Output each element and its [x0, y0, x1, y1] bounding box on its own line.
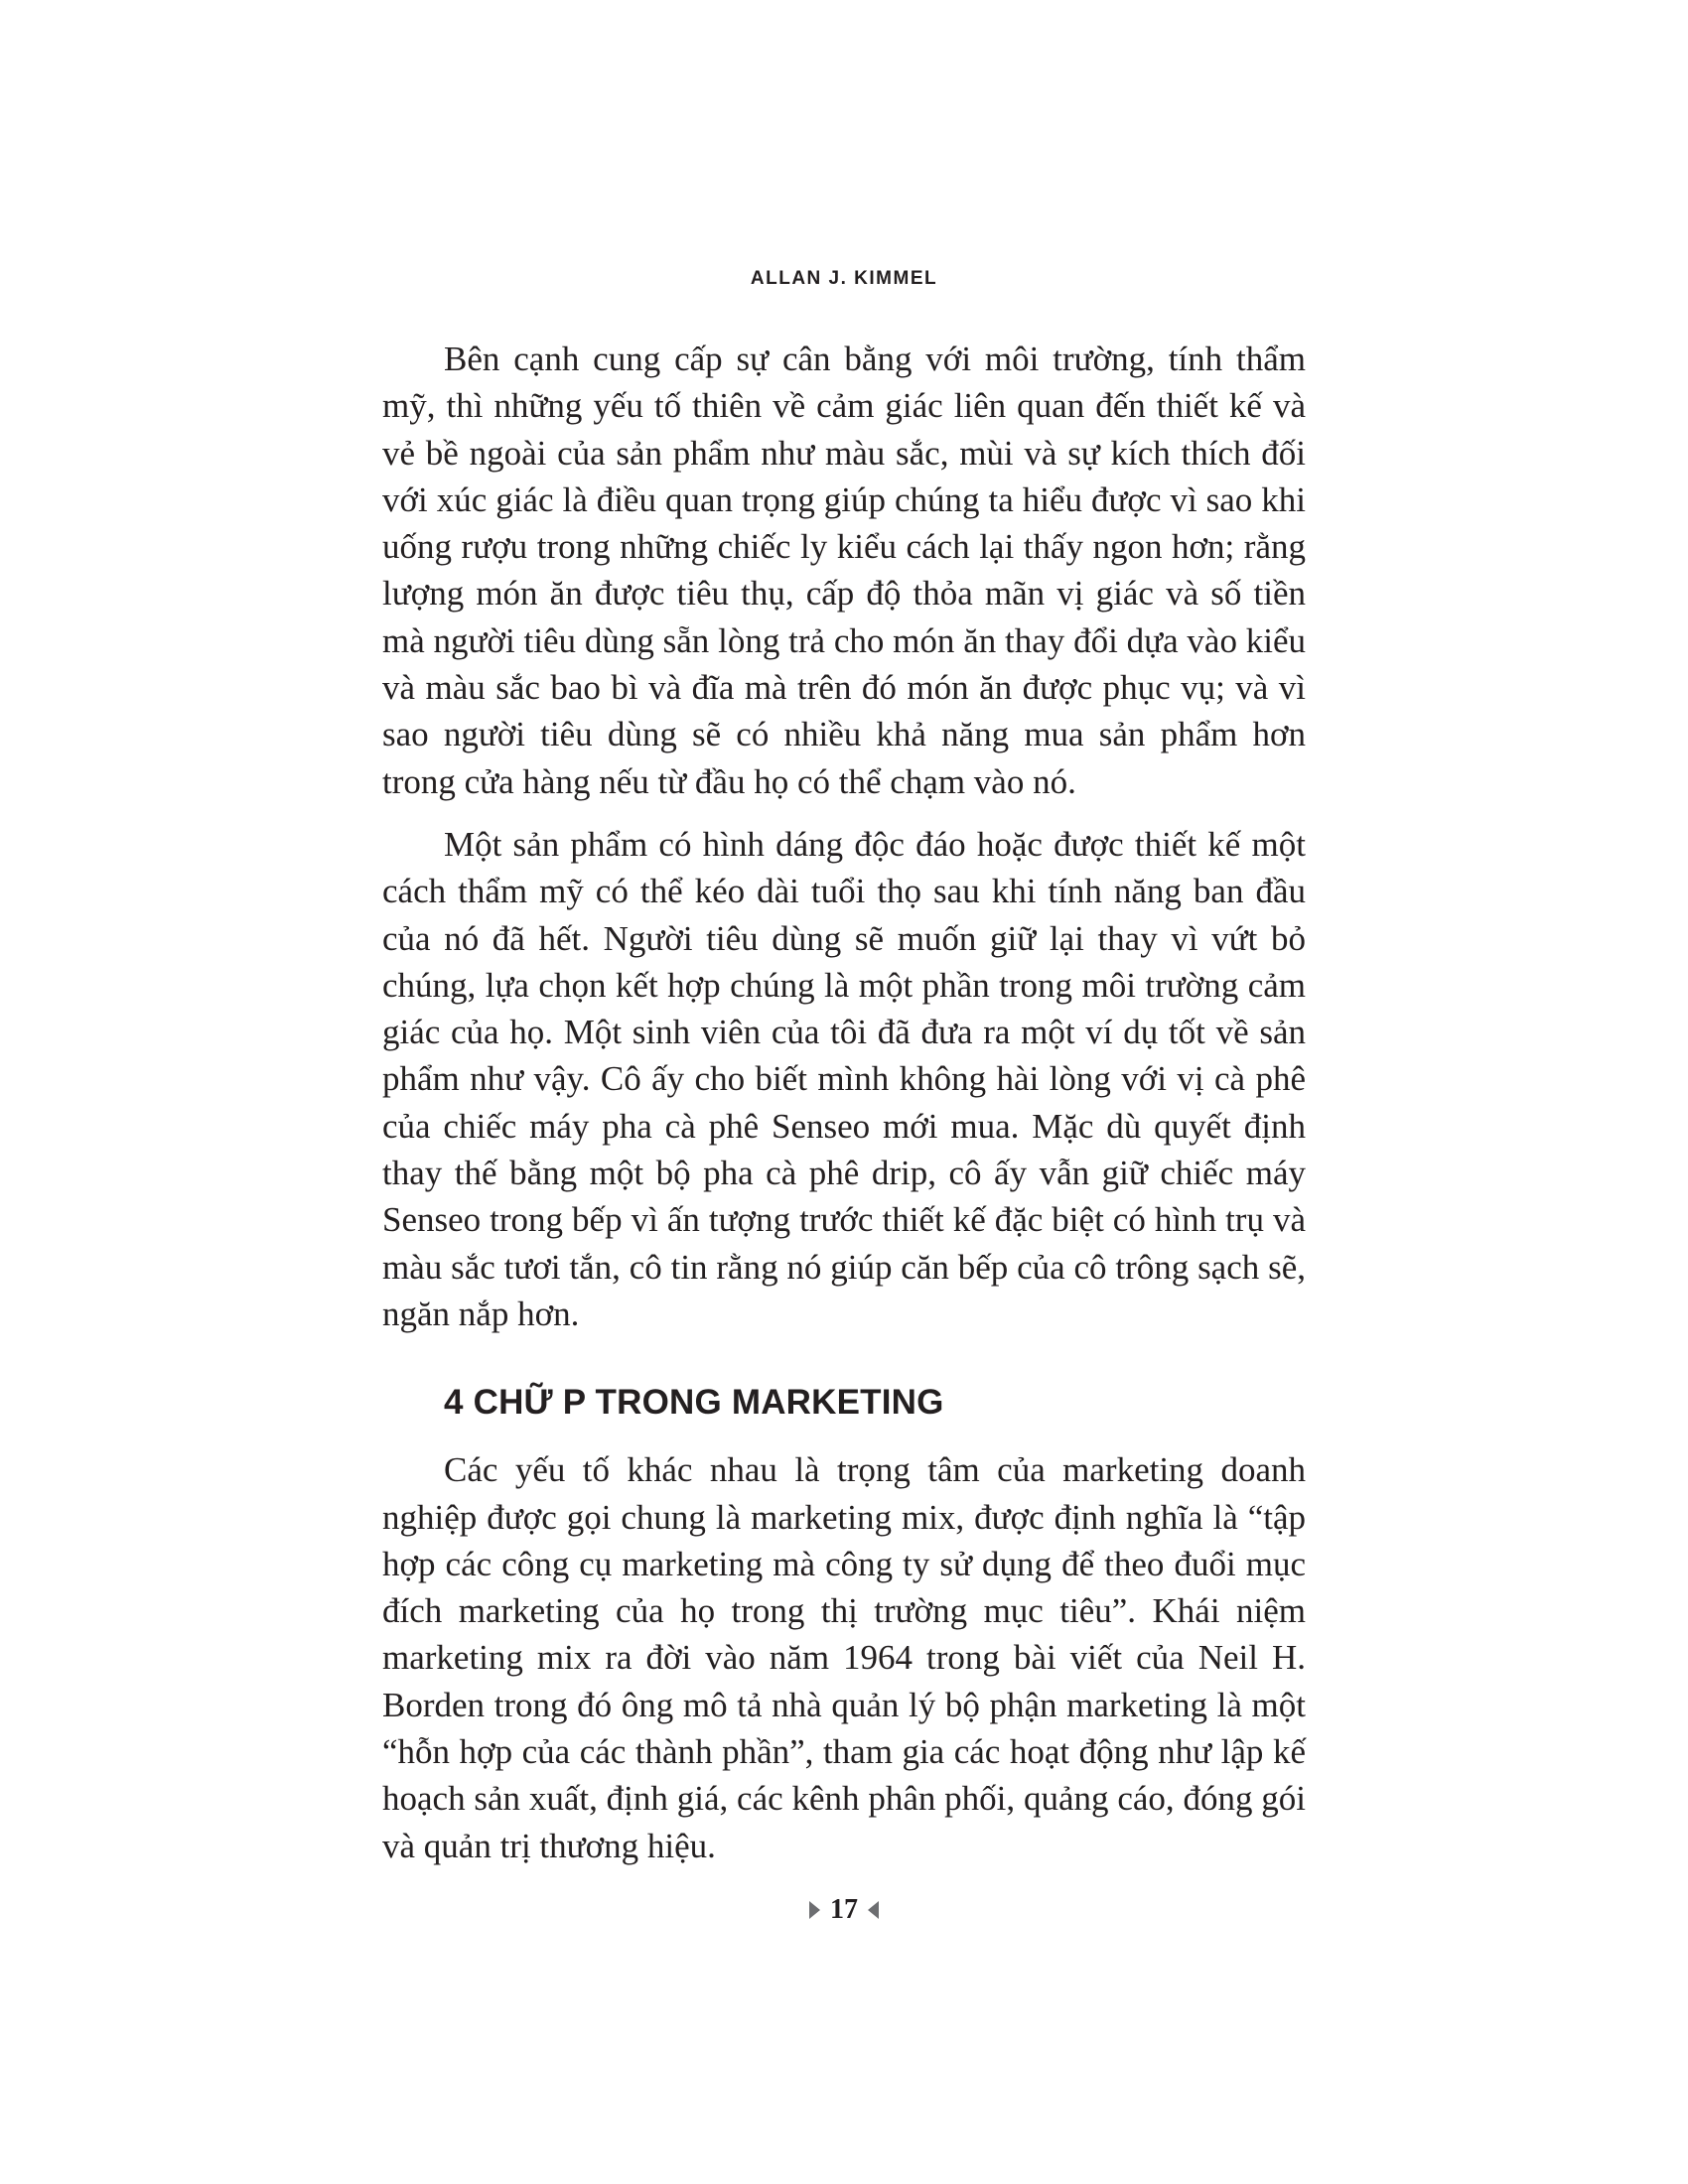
page-folio	[0, 1894, 1688, 1926]
section-paragraph: Các yếu tố khác nhau là trọng tâm của marketing doanh nghiệp được gọi chung là marketing mix, được định nghĩa là “tập hợp các công cụ marketing mà công ty sử dụng để theo đuổi mục đích marketing của họ trong thị trường mục tiêu”. Khái niệm marketing mix ra đời vào năm 1964 trong bài viết của Neil H. Borden trong đó ông mô tả nhà quản lý bộ phận marketing là một “hỗn hợp của các thành phần”, tham gia các hoạt động như lập kế hoạch sản xuất, định giá, các kênh phân phối, quảng cáo, đóng gói và quản trị thương hiệu.	[382, 1450, 1306, 1865]
page-number: 17	[830, 1894, 858, 1925]
triangle-right-icon	[809, 1901, 820, 1919]
body-text	[382, 336, 1306, 1885]
running-head-author: ALLAN J. KIMMEL	[750, 268, 938, 289]
body-paragraph-2: Một sản phẩm có hình dáng độc đáo hoặc được thiết kế một cách thẩm mỹ có thể kéo dài tuổi thọ sau khi tính năng ban đầu của nó đã hết. Người tiêu dùng sẽ muốn giữ lại thay vì vứt bỏ chúng, lựa chọn kết hợp chúng là một phần trong môi trường cảm giác của họ. Một sinh viên của tôi đã đưa ra một ví dụ tốt về sản phẩm như vậy. Cô ấy cho biết mình không hài lòng với vị cà phê của chiếc máy pha cà phê Senseo mới mua. Mặc dù quyết định thay thế bằng một bộ pha cà phê drip, cô ấy vẫn giữ chiếc máy Senseo trong bếp vì ấn tượng trước thiết kế đặc biệt có hình trụ và màu sắc tươi tắn, cô tin rằng nó giúp căn bếp của cô trông sạch sẽ, ngăn nắp hơn.	[382, 824, 1306, 1333]
body-paragraph-1: Bên cạnh cung cấp sự cân bằng với môi trường, tính thẩm mỹ, thì những yếu tố thiên về cảm giác liên quan đến thiết kế và vẻ bề ngoài của sản phẩm như màu sắc, mùi và sự kích thích đối với xúc giác là điều quan trọng giúp chúng ta hiểu được vì sao khi uống rượu trong những chiếc ly kiểu cách lại thấy ngon hơn; rằng lượng món ăn được tiêu thụ, cấp độ thỏa mãn vị giác và số tiền mà người tiêu dùng sẵn lòng trả cho món ăn thay đổi dựa vào kiểu và màu sắc bao bì và đĩa mà trên đó món ăn được phục vụ; và vì sao người tiêu dùng sẽ có nhiều khả năng mua sản phẩm hơn trong cửa hàng nếu từ đầu họ có thể chạm vào nó.	[382, 340, 1306, 801]
triangle-left-icon	[868, 1901, 879, 1919]
section-heading: 4 CHỮ P TRONG MARKETING	[444, 1383, 944, 1423]
